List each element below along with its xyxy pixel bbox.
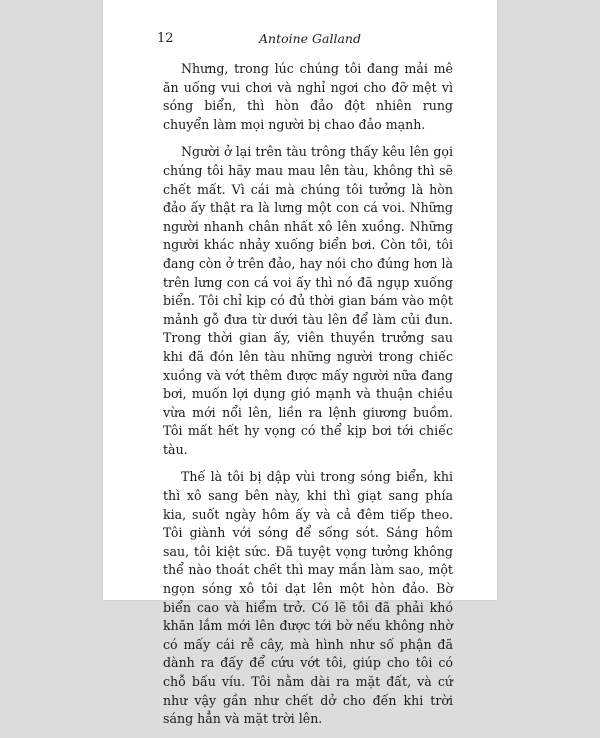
book-page <box>103 0 497 727</box>
body-text <box>163 60 453 738</box>
running-header-author: Antoine Galland <box>259 31 361 46</box>
paragraph: Người ở lại trên tàu trông thấy kêu lên gọi chúng tôi hãy mau mau lên tàu, không thì sẽ chết mất. Vì cái mà chúng tôi tưởng là hòn đảo ấy thật ra là lưng một con cá voi. Những người nhanh chân nhất xô lên xuồng. Những người khác nhảy xuống biển bơi. Còn tôi, tôi đang còn ở trên đảo, hay nói cho đúng hơn là trên lưng con cá voi ấy thì nó đã ngụp xuống biển. Tôi chỉ kịp có đủ thời gian bám vào một mảnh gỗ đưa từ dưới tàu lên để làm củi đun. Trong thời gian ấy, viên thuyền trưởng sau khi đã đón lên tàu những người trong chiếc xuồng và vớt thêm được mấy người nữa đang bơi, muốn lợi dụng gió mạnh và thuận chiều vừa mới nổi lên, liền ra lệnh giương buồm. Tôi mất hết hy vọng có thể kịp bơi tới chiếc tàu. <box>163 144 453 457</box>
paragraph: Nhưng, trong lúc chúng tôi đang mải mê ăn uống vui chơi và nghỉ ngơi cho đỡ mệt vì sóng biển, thì hòn đảo đột nhiên rung chuyển làm mọi người bị chao đảo mạnh. <box>163 61 453 132</box>
page-number: 12 <box>157 31 174 46</box>
paragraph: Thế là tôi bị dập vùi trong sóng biển, khi thì xô sang bên này, khi thì giạt sang phía kia, suốt ngày hôm ấy và cả đêm tiếp theo. Tôi giành với sóng để sống sót. Sáng hôm sau, tôi kiệt sức. Đã tuyệt vọng tưởng không thể nào thoát chết thì may mắn làm sao, một ngọn sóng xô tôi dạt lên một hòn đảo. Bờ biển cao và hiểm trở. Có lẽ tôi đã phải khó khăn lắm mới lên được tới bờ nếu không nhờ có mấy cái rễ cây, mà hình như số phận đã dành ra đấy để cứu vớt tôi, giúp cho tôi có chỗ bấu víu. Tôi nằm dài ra mặt đất, và cứ như vậy gần như chết dở cho đến khi trời sáng hẳn và mặt trời lên. <box>163 469 453 727</box>
